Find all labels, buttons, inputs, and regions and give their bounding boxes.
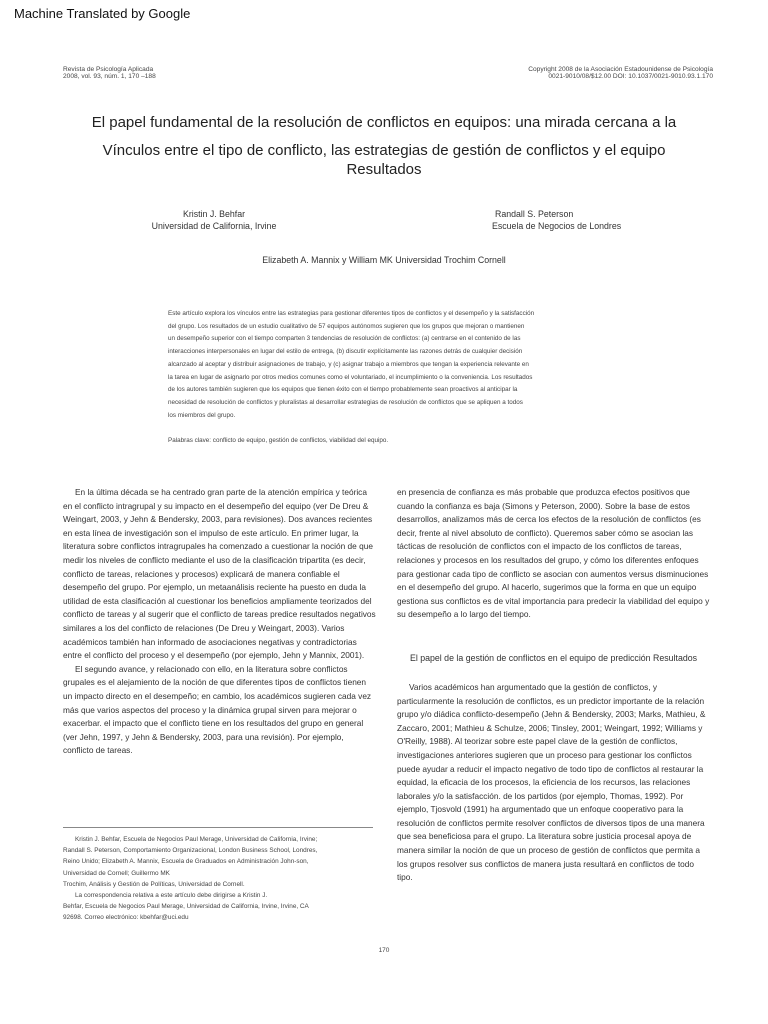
abstract-line: de los autores también sugieren que los equipos que tienen éxito con el tiempo probablemente sean proactivos al anticipar la <box>168 386 518 394</box>
abstract-line: necesidad de resolución de conflictos y pluralistas al desarrollar estrategias de resolución de conflictos que se apliquen a todos <box>168 398 523 406</box>
article-title-line-1: El papel fundamental de la resolución de conflictos en equipos: una mirada cercana a la <box>91 114 677 131</box>
doi-line: 0021-9010/08/$12.00 DOI: 10.1037/0021-9010.93.1.170 <box>548 73 713 81</box>
abstract-line: los miembros del grupo. <box>168 411 236 419</box>
keywords: Palabras clave: conflicto de equipo, gestión de conflictos, viabilidad del equipo. <box>168 437 389 444</box>
author-name: Kristin J. Behfar <box>182 209 246 219</box>
footnote-divider <box>63 827 373 828</box>
abstract-line: Este artículo explora los vínculos entre las estrategias para gestionar diferentes tipos de conflictos y el desempeño y la satisfacción <box>168 310 535 317</box>
author-affiliation: Escuela de Negocios de Londres <box>492 221 622 231</box>
body-paragraph: Varios académicos han argumentado que la gestión de conflictos, y particularmente la resolución de conflictos, es un predictor importante de la relación grupo y/o diádica conflicto-desempeño (Jehn & Bendersky, 2003; Marks, Mathieu, & Zaccaro, 2001; Mathieu & Schulze, 2006; Tinsley, 2001; Weingart, 1992; Williams y O'Reilly, 1988). Al teorizar sobre este papel clave de la gestión de conflictos, investigaciones anteriores sugieren que un proceso para gestionar los conflictos puede ayudar a reducir el impacto negativo de todo tipo de conflictos al restaurar la equidad, la eficacia de los procesos, la eficiencia de los recursos, las relaciones laborales y/o la satisfacción. de los partidos (por ejemplo, Thomas, 1992). Por ejemplo, Tjosvold (1991) ha argumentado que un enfoque cooperativo para la resolución de conflictos permite resolver conflictos de diversos tipos de una manera que sea beneficiosa para el grupo. La literatura sobre justicia procesal apoya de manera similar la noción de que un proceso de gestión de conflictos que permita a los grupos resolver sus conflictos de manera justa resultará en conflictos de todo tipo. <box>397 681 706 883</box>
footnote-line: Randall S. Peterson, Comportamiento Organizacional, London Business School, Londres, <box>63 847 318 855</box>
right-column <box>397 486 710 885</box>
page-number: 170 <box>378 947 390 954</box>
machine-translation-banner: Machine Translated by Google <box>14 6 191 21</box>
journal-name: Revista de Psicología Aplicada <box>63 66 154 73</box>
left-column <box>63 486 376 758</box>
abstract-line: un desempeño superior con el tiempo comparten 3 tendencias de resolución de conflictos: (a) centrarse en el contenido de las <box>168 335 521 343</box>
footnote-line: La correspondencia relativa a este artículo debe dirigirse a Kristin J. <box>75 892 268 900</box>
footnote-line: Kristin J. Behfar, Escuela de Negocios Paul Merage, Universidad de California, Irvine; <box>75 836 318 843</box>
footnote-line: Reino Unido; Elizabeth A. Mannix, Escuela de Graduados en Administración John-son, <box>63 858 309 866</box>
footnote-line: 92698. Correo electrónico: kbehfar@uci.edu <box>63 914 189 922</box>
author-name: Randall S. Peterson <box>495 209 574 219</box>
article-title-line-2: Vínculos entre el tipo de conflicto, las estrategias de gestión de conflictos y el equipo <box>102 142 666 159</box>
author-affiliation: Universidad de California, Irvine <box>151 221 277 231</box>
abstract <box>168 308 588 422</box>
author-footnotes <box>63 834 376 924</box>
body-paragraph: en presencia de confianza es más probable que produzca efectos positivos que cuando la confianza es baja (Simons y Peterson, 2000). Sobre la base de estos desarrollos, analizamos más de cerca los efectos de la resolución de conflictos (es decir, frente al nivel absoluto de conflicto). Queremos saber cómo se asocian las tácticas de resolución de conflictos con el impacto de los conflictos de tareas, relaciones y procesos en los resultados del grupo, y cómo los diferentes enfoques para gestionar cada tipo de conflicto se asocian con aumentos versus disminuciones en el desempeño del grupo. Al hacerlo, sugerimos que la forma en que un equipo gestiona sus conflictos es de vital importancia para predecir la viabilidad del equipo y su desempeño a lo largo del tiempo. <box>397 487 710 620</box>
author-mannix-trochim: Elizabeth A. Mannix y William MK Universidad Trochim Cornell <box>262 255 506 265</box>
body-paragraph: En la última década se ha centrado gran parte de la atención empírica y teórica en el conflicto intragrupal y su impacto en el desempeño del equipo (ver De Dreu & Weingart, 2003, y Jehn & Bendersky, 2003, para revisiones). Dos avances recientes en esta línea de investigación son el impulso de este artículo. En primer lugar, la literatura sobre conflictos intragrupales ha comenzado a cuestionar la noción de que medir los niveles de conflicto mediante el uso de la clasificación tripartita (es decir, conflicto de tareas, relaciones y procesos) explicará de manera confiable el desempeño del grupo. Por ejemplo, un metaanálisis reciente ha puesto en duda la utilidad de esta clasificación al cuestionar los beneficios ampliamente teorizados del conflicto de tareas y al sugerir que el conflicto de tareas predice resultados negativos similares a los del conflicto de relaciones (De Dreu y Weingart, 2003). Varios académicos también han informado de asociaciones negativas y contradictorias entre el conflicto del proceso y el desempeño (por ejemplo, Jehn y Mannix, 2001). <box>63 487 376 661</box>
footnote-line: Universidad de Cornell; Guillermo MK <box>63 869 170 877</box>
journal-volume: 2008, vol. 93, núm. 1, 170 –188 <box>63 73 156 81</box>
author-behfar <box>144 208 284 232</box>
author-peterson <box>492 208 642 232</box>
footnote-line: Behfar, Escuela de Negocios Paul Merage, Universidad de California, Irvine, Irvine, CA <box>63 903 309 911</box>
article-title-line-3: Resultados <box>346 161 422 178</box>
abstract-line: la tarea en lugar de asignarlo por otros medios comunes como el voluntariado, el incumplimiento o la conveniencia. Los resultados <box>168 373 533 381</box>
copyright-line: Copyright 2008 de la Asociación Estadounidense de Psicología <box>528 66 713 73</box>
footnote-line: Trochim, Análisis y Gestión de Políticas, Universidad de Cornell. <box>63 880 245 888</box>
abstract-line: interacciones interpersonales en lugar del estilo de entrega, (b) discutir explícitamente las razones detrás de cualquier decisión <box>168 348 523 356</box>
copyright-header <box>528 66 713 81</box>
journal-header <box>63 66 156 81</box>
body-paragraph: El segundo avance, y relacionado con ello, en la literatura sobre conflictos grupales es el alejamiento de la noción de que diferentes tipos de conflictos tienen un impacto directo en el desempeño; en cambio, los académicos sugieren cada vez más que varios aspectos del proceso y la dinámica grupal sirven para mejorar o exacerbar. el impacto que el conflicto tiene en los resultados del grupo en general (ver Jehn, 1997, y Jehn & Bendersky, 2003, para una revisión). Por ejemplo, conflicto de tareas. <box>63 663 372 756</box>
abstract-line: del grupo. Los resultados de un estudio cualitativo de 57 equipos autónomos sugieren que los grupos que mejoran o mantienen <box>168 322 525 330</box>
abstract-line: alcanzado al aceptar y distribuir asignaciones de trabajo, y (c) asignar trabajo a miembros que tengan la experiencia relevante en <box>168 360 529 368</box>
section-heading: El papel de la gestión de conflictos en el equipo de predicción Resultados <box>409 652 698 663</box>
